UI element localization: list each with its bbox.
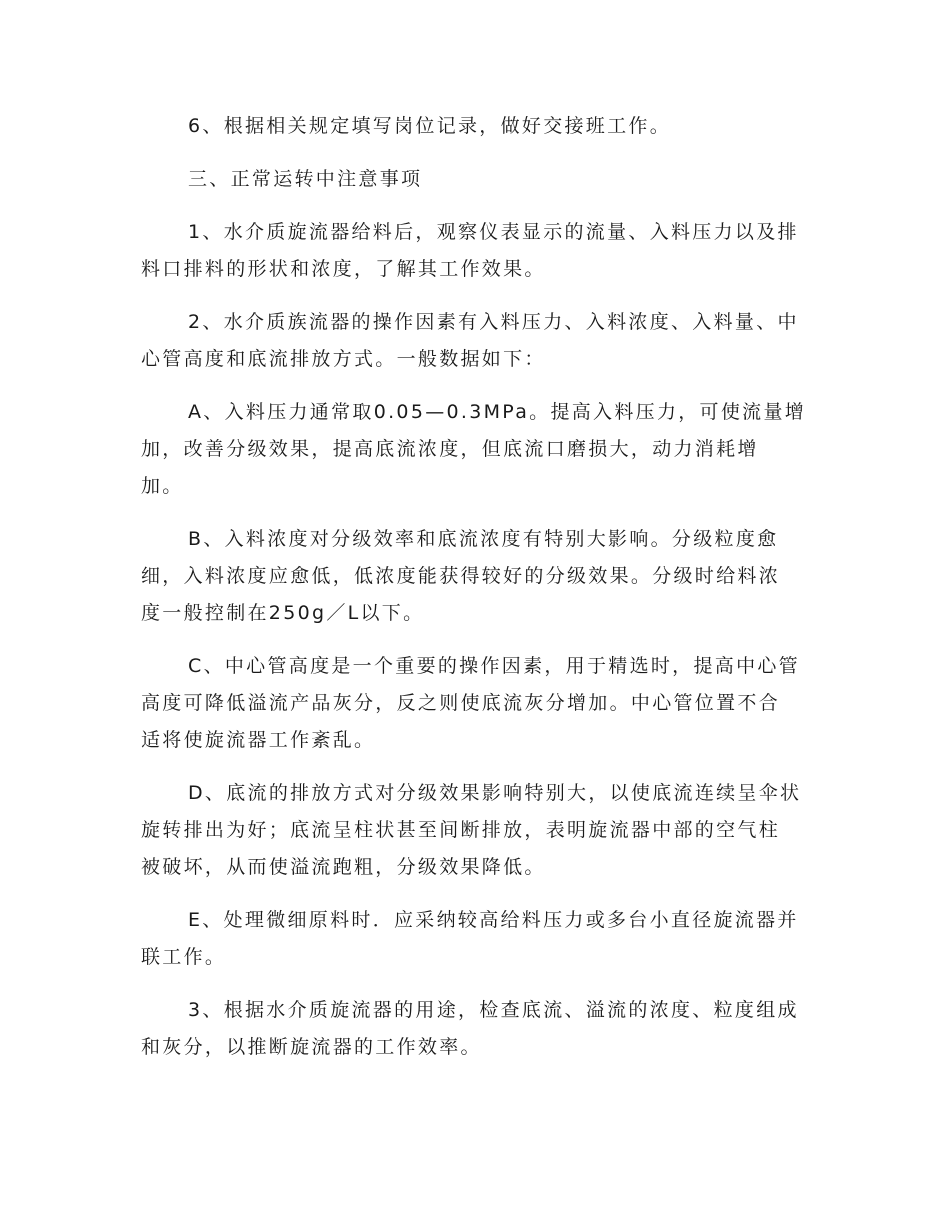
paragraph-d-line-2: 旋转排出为好；底流呈柱状甚至间断排放，表明旋流器中部的空气柱 xyxy=(141,819,781,841)
paragraph-e-line-2: 联工作。 xyxy=(141,946,227,968)
paragraph-c-line-3: 适将使旋流器工作紊乱。 xyxy=(141,729,376,751)
paragraph-1-line-2: 料口排料的形状和浓度，了解其工作效果。 xyxy=(141,258,546,280)
paragraph-c-line-1: C、中心管高度是一个重要的操作因素，用于精选时，提高中心管 xyxy=(188,655,800,677)
paragraph-1-line-1: 1、水介质旋流器给料后，观察仪表显示的流量、入料压力以及排 xyxy=(188,221,799,243)
paragraph-a-line-2: 加，改善分级效果，提高底流浓度，但底流口磨损大，动力消耗增 xyxy=(141,438,759,460)
paragraph-2-line-1: 2、水介质族流器的操作因素有入料压力、入料浓度、入料量、中 xyxy=(188,311,799,333)
paragraph-2-line-2: 心管高度和底流排放方式。一般数据如下： xyxy=(141,348,546,370)
paragraph-3-line-1: 3、根据水介质旋流器的用途，检查底流、溢流的浓度、粒度组成 xyxy=(188,999,799,1021)
paragraph-d-line-1: D、底流的排放方式对分级效果影响特别大，以使底流连续呈伞状 xyxy=(188,782,802,804)
paragraph-d-line-3: 被破坏，从而使溢流跑粗，分级效果降低。 xyxy=(141,856,546,878)
paragraph-e-line-1: E、处理微细原料时．应采纳较高给料压力或多台小直径旋流器并 xyxy=(188,909,799,931)
paragraph-a-line-1: A、入料压力通常取0.05—0.3MPa。提高入料压力，可使流量增 xyxy=(188,401,807,423)
paragraph-b-line-1: B、入料浓度对分级效率和底流浓度有特别大影响。分级粒度愈 xyxy=(188,528,779,550)
paragraph-b-line-2: 细，入料浓度应愈低，低浓度能获得较好的分级效果。分级时给料浓 xyxy=(141,565,781,587)
paragraph-b-line-3: 度一般控制在250g／L以下。 xyxy=(141,602,425,624)
paragraph-a-line-3: 加。 xyxy=(141,475,184,497)
section-heading-3: 三、正常运转中注意事项 xyxy=(188,168,423,190)
paragraph-6-line-1: 6、根据相关规定填写岗位记录，做好交接班工作。 xyxy=(188,115,671,137)
paragraph-c-line-2: 高度可降低溢流产品灰分，反之则使底流灰分增加。中心管位置不合 xyxy=(141,692,781,714)
paragraph-3-line-2: 和灰分，以推断旋流器的工作效率。 xyxy=(141,1036,482,1058)
